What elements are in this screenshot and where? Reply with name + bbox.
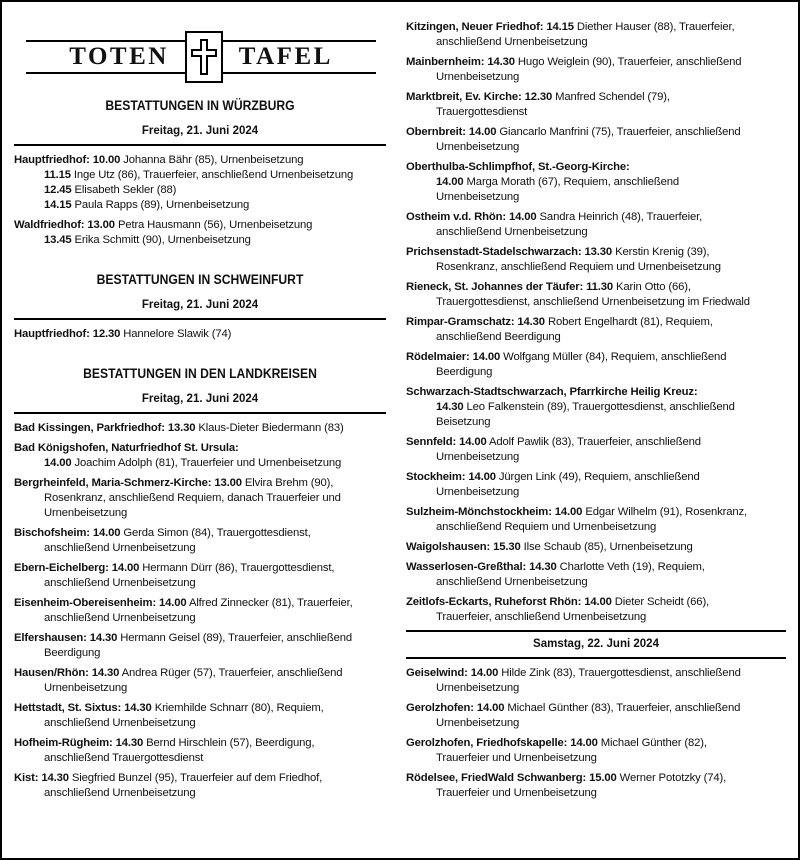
entry-details: Diether Hauser (88), Trauerfeier,	[576, 21, 735, 33]
list-item	[406, 435, 786, 465]
entry-location: Zeitlofs-Eckarts, Ruheforst Rhön: 14.00	[406, 596, 612, 608]
list-item	[406, 55, 786, 85]
section-title: BESTATTUNGEN IN DEN LANDKREISEN	[83, 366, 317, 381]
entry-location: Rödelsee, FriedWald Schwanberg: 15.00	[406, 772, 617, 784]
masthead-right-word: TAFEL	[238, 43, 333, 70]
entry-continuation: anschließend Urnenbeisetzung	[44, 717, 196, 729]
entry-continuation: anschließend Requiem und Urnenbeisetzung	[436, 521, 657, 533]
entry-details: Hermann Geisel (89), Trauerfeier, anschließend	[120, 632, 352, 644]
entry-list	[406, 666, 786, 801]
list-item	[406, 280, 786, 310]
entry-details: Hermann Dürr (86), Trauergottesdienst,	[142, 562, 335, 574]
entry-details: Marga Morath (67), Requiem, anschließend	[466, 176, 680, 188]
list-item	[406, 315, 786, 345]
entry-details: Paula Rapps (89), Urnenbeisetzung	[74, 199, 250, 211]
entry-details: Adolf Pawlik (83), Trauerfeier, anschließend	[489, 436, 701, 448]
entry-continuation	[406, 400, 786, 415]
entry-details: Elisabeth Sekler (88)	[74, 184, 177, 196]
entry-details: Hugo Weiglein (90), Trauerfeier, anschließend	[517, 56, 742, 68]
left-column	[14, 20, 396, 848]
entry-continuation: Beisetzung	[436, 416, 491, 428]
entry-location: Waldfriedhof: 13.00	[14, 219, 115, 231]
entry-time: 12.45	[44, 184, 72, 196]
entry-location: Bad Königshofen, Naturfriedhof St. Ursula:	[14, 442, 239, 454]
entry-location: Obernbreit: 14.00	[406, 126, 497, 138]
entry-details: Andrea Rüger (57), Trauerfeier, anschließend	[121, 667, 343, 679]
entry-details: Michael Günther (83), Trauerfeier, anschließend	[507, 702, 741, 714]
list-item	[406, 470, 786, 500]
entry-time: 13.45	[44, 234, 72, 246]
entry-location: Rimpar-Gramschatz: 14.30	[406, 316, 545, 328]
list-item	[406, 736, 786, 766]
entry-details: Kriemhilde Schnarr (80), Requiem,	[154, 702, 324, 714]
entry-details: Hilde Zink (83), Trauergottesdienst, anschließend	[501, 667, 741, 679]
list-item	[14, 327, 386, 342]
entry-location: Elfershausen: 14.30	[14, 632, 118, 644]
entry-continuation: Urnenbeisetzung	[436, 141, 520, 153]
entry-details: Giancarlo Manfrini (75), Trauerfeier, anschließend	[499, 126, 741, 138]
entry-time: 14.15	[44, 199, 72, 211]
entry-continuation: anschließend Trauergottesdienst	[44, 752, 204, 764]
entry-continuation: Trauerfeier und Urnenbeisetzung	[436, 752, 597, 764]
entry-details: Karin Otto (66),	[616, 281, 691, 293]
entry-time: 14.00	[44, 457, 72, 469]
entry-continuation: Trauerfeier, anschließend Urnenbeisetzung	[436, 611, 647, 623]
entry-continuation: anschließend Urnenbeisetzung	[436, 576, 588, 588]
entry-location: Hausen/Rhön: 14.30	[14, 667, 120, 679]
entry-location: Sennfeld: 14.00	[406, 436, 487, 448]
entry-location: Marktbreit, Ev. Kirche: 12.30	[406, 91, 553, 103]
entry-location: Geiselwind: 14.00	[406, 667, 499, 679]
entry-continuation: Urnenbeisetzung	[436, 486, 520, 498]
list-item	[406, 595, 786, 625]
section-schweinfurt	[14, 272, 386, 342]
entry-location: Bischofsheim: 14.00	[14, 527, 121, 539]
entry-location: Prichsenstadt-Stadelschwarzach: 13.30	[406, 246, 613, 258]
entry-location: Bad Kissingen, Parkfriedhof: 13.30	[14, 422, 196, 434]
entry-time: 14.00	[436, 176, 464, 188]
list-item	[406, 90, 786, 120]
list-item	[14, 561, 386, 591]
entry-details: Sandra Heinrich (48), Trauerfeier,	[539, 211, 703, 223]
entry-details: Inge Utz (86), Trauerfeier, anschließend Urnenbeisetzung	[73, 169, 354, 181]
entry-list	[14, 327, 386, 342]
entry-location: Bergrheinfeld, Maria-Schmerz-Kirche: 13.00	[14, 477, 242, 489]
entry-continuation: Rosenkranz, anschließend Requiem, danach Trauerfeier und	[44, 492, 341, 504]
right-column	[396, 20, 786, 848]
entry-details: Manfred Schendel (79),	[555, 91, 670, 103]
cross-icon	[185, 31, 223, 83]
date-line-saturday: Samstag, 22. Juni 2024	[406, 630, 786, 659]
entry-continuation: anschließend Urnenbeisetzung	[44, 577, 196, 589]
entry-location: Mainbernheim: 14.30	[406, 56, 515, 68]
entry-continuation: Trauergottesdienst, anschließend Urnenbeisetzung im Friedwald	[436, 296, 750, 308]
entry-location: Hauptfriedhof: 10.00	[14, 154, 121, 166]
list-item	[14, 421, 386, 436]
entry-details: Johanna Bähr (85), Urnenbeisetzung	[123, 154, 304, 166]
entry-continuation: Beerdigung	[436, 366, 493, 378]
list-item	[406, 20, 786, 50]
entry-continuation	[14, 456, 386, 471]
entry-continuation: anschließend Urnenbeisetzung	[44, 542, 196, 554]
entry-continuation: Urnenbeisetzung	[436, 71, 520, 83]
entry-continuation: anschließend Urnenbeisetzung	[44, 787, 196, 799]
date-line: Freitag, 21. Juni 2024	[14, 393, 386, 414]
entry-time: 14.30	[436, 401, 464, 413]
entry-details: Dieter Scheidt (66),	[614, 596, 710, 608]
entry-details: Alfred Zinnecker (81), Trauerfeier,	[188, 597, 353, 609]
list-item	[406, 560, 786, 590]
list-item	[14, 596, 386, 626]
list-item	[14, 701, 386, 731]
list-item	[14, 736, 386, 766]
section-title: BESTATTUNGEN IN SCHWEINFURT	[96, 272, 304, 287]
entry-continuation: Urnenbeisetzung	[436, 717, 520, 729]
entry-continuation: anschließend Urnenbeisetzung	[436, 36, 588, 48]
entry-details: Erika Schmitt (90), Urnenbeisetzung	[74, 234, 251, 246]
entry-details: Ilse Schaub (85), Urnenbeisetzung	[523, 541, 693, 553]
entry-details: Siegfried Bunzel (95), Trauerfeier auf dem Friedhof,	[71, 772, 323, 784]
list-item	[406, 160, 786, 205]
entry-location: Eisenheim-Obereisenheim: 14.00	[14, 597, 187, 609]
entry-continuation: Rosenkranz, anschließend Requiem und Urnenbeisetzung	[436, 261, 721, 273]
entry-location: Kitzingen, Neuer Friedhof: 14.15	[406, 21, 574, 33]
entry-continuation: Urnenbeisetzung	[44, 682, 128, 694]
entry-details: Kerstin Krenig (39),	[615, 246, 710, 258]
list-item	[14, 476, 386, 521]
list-item	[406, 210, 786, 240]
list-item	[14, 771, 386, 801]
entry-location: Rieneck, St. Johannes der Täufer: 11.30	[406, 281, 614, 293]
entry-details: Charlotte Veth (19), Requiem,	[559, 561, 705, 573]
list-item	[406, 245, 786, 275]
list-item	[14, 153, 386, 213]
entry-list	[406, 20, 786, 625]
section-landkreise	[14, 366, 386, 801]
entry-details: Michael Günther (82),	[600, 737, 707, 749]
entry-continuation: Urnenbeisetzung	[44, 507, 128, 519]
entry-details: Joachim Adolph (81), Trauerfeier und Urnenbeisetzung	[74, 457, 342, 469]
list-item	[14, 218, 386, 248]
entry-details: Gerda Simon (84), Trauergottesdienst,	[123, 527, 311, 539]
masthead-left-word: TOTEN	[69, 43, 169, 70]
entry-sub-item	[14, 198, 386, 213]
list-item	[14, 631, 386, 661]
entry-time: 11.15	[44, 169, 71, 181]
entry-location: Rödelmaier: 14.00	[406, 351, 501, 363]
section-wuerzburg	[14, 98, 386, 248]
list-item	[406, 666, 786, 696]
entry-location: Hofheim-Rügheim: 14.30	[14, 737, 144, 749]
entry-continuation: anschließend Urnenbeisetzung	[44, 612, 196, 624]
entry-location: Stockheim: 14.00	[406, 471, 496, 483]
entry-continuation: Urnenbeisetzung	[436, 682, 520, 694]
entry-details: Hannelore Slawik (74)	[123, 328, 232, 340]
list-item	[406, 125, 786, 155]
entry-continuation: Trauerfeier und Urnenbeisetzung	[436, 787, 597, 799]
entry-continuation: Urnenbeisetzung	[436, 451, 520, 463]
entry-details: Werner Pototzky (74),	[619, 772, 727, 784]
entry-continuation: Beerdigung	[44, 647, 101, 659]
list-item	[406, 505, 786, 535]
list-item	[406, 385, 786, 430]
entry-continuation	[406, 175, 786, 190]
entry-sub-item	[14, 183, 386, 198]
entry-details: Jürgen Link (49), Requiem, anschließend	[498, 471, 700, 483]
entry-location: Wasserlosen-Greßthal: 14.30	[406, 561, 557, 573]
entry-location: Ebern-Eichelberg: 14.00	[14, 562, 140, 574]
list-item	[14, 526, 386, 556]
list-item	[406, 771, 786, 801]
entry-sub-item	[14, 233, 386, 248]
section-title: BESTATTUNGEN IN WÜRZBURG	[105, 98, 295, 113]
masthead	[26, 40, 376, 74]
entry-details: Leo Falkenstein (89), Trauergottesdienst, anschließend	[466, 401, 735, 413]
entry-details: Elvira Brehm (90),	[244, 477, 334, 489]
entry-details: Robert Engelhardt (81), Requiem,	[547, 316, 713, 328]
entry-sub-item	[14, 168, 386, 183]
entry-location: Ostheim v.d. Rhön: 14.00	[406, 211, 537, 223]
entry-location: Oberthulba-Schlimpfhof, St.-Georg-Kirche:	[406, 161, 630, 173]
entry-location: Hettstadt, St. Sixtus: 14.30	[14, 702, 152, 714]
entry-details: Wolfgang Müller (84), Requiem, anschließend	[503, 351, 727, 363]
entry-location: Kist: 14.30	[14, 772, 69, 784]
entry-list	[14, 421, 386, 801]
entry-list	[14, 153, 386, 248]
list-item	[14, 441, 386, 471]
entry-location: Waigolshausen: 15.30	[406, 541, 521, 553]
list-item	[406, 701, 786, 731]
entry-details: Klaus-Dieter Biedermann (83)	[198, 422, 344, 434]
entry-location: Gerolzhofen, Friedhofskapelle: 14.00	[406, 737, 598, 749]
entry-location: Hauptfriedhof: 12.30	[14, 328, 121, 340]
entry-continuation: anschließend Beerdigung	[436, 331, 561, 343]
entry-continuation: anschließend Urnenbeisetzung	[436, 226, 588, 238]
entry-details: Bernd Hirschlein (57), Beerdigung,	[146, 737, 315, 749]
date-line: Freitag, 21. Juni 2024	[14, 125, 386, 146]
entry-location: Gerolzhofen: 14.00	[406, 702, 505, 714]
cross-icon-shape	[191, 39, 217, 75]
entry-location: Sulzheim-Mönchstockheim: 14.00	[406, 506, 583, 518]
entry-continuation: Urnenbeisetzung	[436, 191, 520, 203]
entry-details: Petra Hausmann (56), Urnenbeisetzung	[117, 219, 313, 231]
entry-details: Edgar Wilhelm (91), Rosenkranz,	[585, 506, 748, 518]
entry-continuation: Trauergottesdienst	[436, 106, 528, 118]
list-item	[14, 666, 386, 696]
entry-location: Schwarzach-Stadtschwarzach, Pfarrkirche Heilig Kreuz:	[406, 386, 698, 398]
date-line: Freitag, 21. Juni 2024	[14, 299, 386, 320]
list-item	[406, 350, 786, 380]
list-item	[406, 540, 786, 555]
